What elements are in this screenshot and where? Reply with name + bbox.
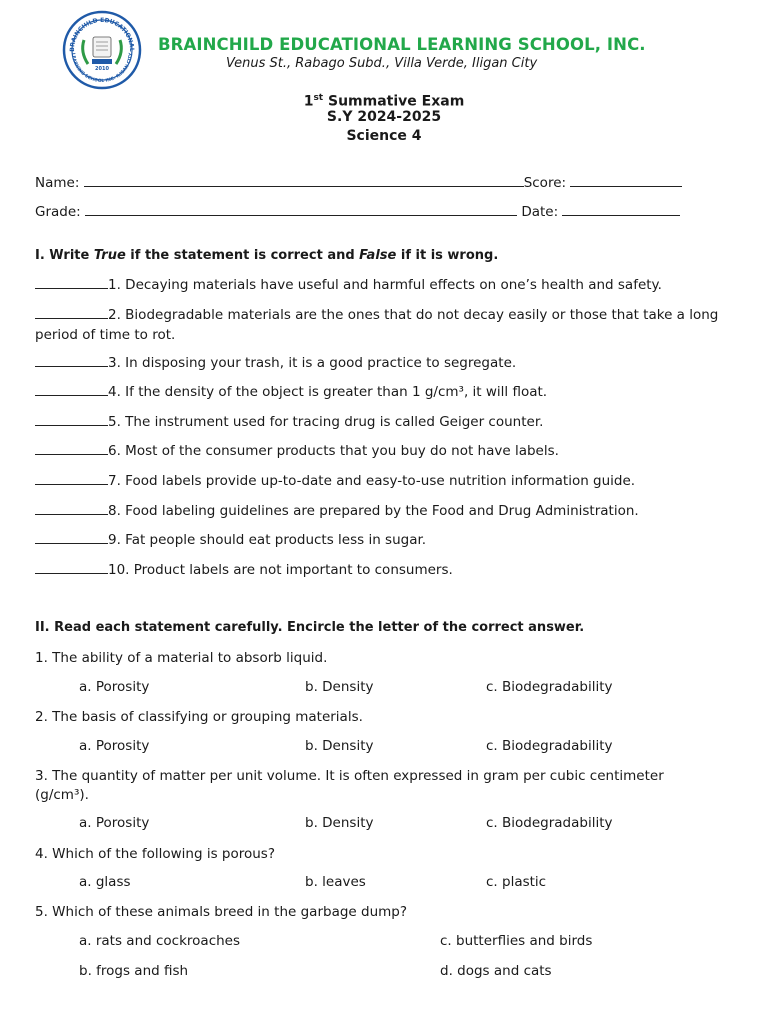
svg-text:LEARNING SCHOOL INC. ILIGAN CI: LEARNING SCHOOL INC. ILIGAN CITY xyxy=(69,52,135,85)
section1-title-middle: if the statement is correct and xyxy=(125,248,360,263)
choice-option[interactable]: a. rats and cockroaches xyxy=(79,933,241,949)
section1-title-true: True xyxy=(93,248,126,263)
mc-question: 5. Which of these animals breed in the garbage dump? xyxy=(35,904,408,920)
tf-statement: 4. If the density of the object is greater than 1 g/cm³, it will float. xyxy=(108,384,548,400)
tf-item xyxy=(35,561,740,581)
section1-title-prefix: I. Write xyxy=(35,248,94,263)
section1-title-false: False xyxy=(359,248,397,263)
score-label: Score: xyxy=(523,175,567,191)
choice-option[interactable]: b. Density xyxy=(305,679,374,695)
svg-text:2010: 2010 xyxy=(95,66,109,72)
choice-option[interactable]: c. plastic xyxy=(486,874,547,890)
school-year: S.Y 2024-2025 xyxy=(326,109,442,125)
date-label: Date: xyxy=(521,204,559,220)
grade-label: Grade: xyxy=(35,204,81,220)
name-label: Name: xyxy=(35,175,80,191)
score-field[interactable] xyxy=(570,173,682,187)
answer-blank[interactable] xyxy=(35,354,108,367)
choice-option[interactable]: a. Porosity xyxy=(79,738,150,754)
tf-statement: 5. The instrument used for tracing drug is called Geiger counter. xyxy=(108,414,544,430)
answer-blank[interactable] xyxy=(35,531,108,544)
choice-option[interactable]: c. Biodegradability xyxy=(486,679,613,695)
section1-title-suffix: if it is wrong. xyxy=(396,248,499,263)
answer-blank[interactable] xyxy=(35,561,108,574)
choice-option[interactable]: c. Biodegradability xyxy=(486,815,613,831)
name-score-line xyxy=(35,173,682,191)
grade-field[interactable] xyxy=(85,202,517,216)
tf-item xyxy=(35,413,740,433)
section1-title xyxy=(35,248,498,263)
choice-option[interactable]: b. Density xyxy=(305,738,374,754)
choice-option[interactable]: b. frogs and fish xyxy=(79,963,189,979)
answer-blank[interactable] xyxy=(35,306,108,319)
tf-item xyxy=(35,276,740,296)
grade-date-line xyxy=(35,202,680,220)
school-address: Venus St., Rabago Subd., Villa Verde, Iligan City xyxy=(226,56,538,71)
tf-item xyxy=(35,383,740,403)
tf-statement: 1. Decaying materials have useful and harmful effects on one’s health and safety. xyxy=(108,277,662,293)
choice-option[interactable]: a. glass xyxy=(79,874,131,890)
school-logo-seal xyxy=(62,10,142,90)
choice-option[interactable]: a. Porosity xyxy=(79,679,150,695)
tf-item xyxy=(35,354,740,374)
tf-item xyxy=(35,531,740,551)
date-field[interactable] xyxy=(562,202,680,216)
name-field[interactable] xyxy=(84,173,524,187)
tf-statement: 2. Biodegradable materials are the ones that do not decay easily or those that take a long period of time to rot. xyxy=(35,307,719,343)
answer-blank[interactable] xyxy=(35,276,108,289)
exam-title-text: Summative Exam xyxy=(323,93,465,110)
choice-option[interactable]: a. Porosity xyxy=(79,815,150,831)
svg-text:BRAINCHILD EDUCATIONAL: BRAINCHILD EDUCATIONAL xyxy=(68,16,136,52)
mc-question: 4. Which of the following is porous? xyxy=(35,846,276,862)
answer-blank[interactable] xyxy=(35,472,108,485)
answer-blank[interactable] xyxy=(35,413,108,426)
answer-blank[interactable] xyxy=(35,502,108,515)
mc-question: 3. The quantity of matter per unit volume. It is often expressed in gram per cubic centimeter (g/cm³). xyxy=(35,768,664,803)
mc-question: 1. The ability of a material to absorb liquid. xyxy=(35,650,328,666)
choice-option[interactable]: c. butterflies and birds xyxy=(440,933,593,949)
choice-option[interactable]: b. leaves xyxy=(305,874,366,890)
exam-number-suffix: st xyxy=(313,93,324,103)
choice-option[interactable]: d. dogs and cats xyxy=(440,963,552,979)
tf-statement: 6. Most of the consumer products that you buy do not have labels. xyxy=(108,443,559,459)
exam-number: 1 xyxy=(303,93,314,110)
tf-statement: 9. Fat people should eat products less in sugar. xyxy=(108,532,427,548)
school-name: BRAINCHILD EDUCATIONAL LEARNING SCHOOL, INC. xyxy=(158,35,646,54)
tf-statement: 10. Product labels are not important to consumers. xyxy=(108,562,453,578)
tf-item xyxy=(35,502,740,522)
mc-question: 2. The basis of classifying or grouping materials. xyxy=(35,709,363,725)
choice-option[interactable]: b. Density xyxy=(305,815,374,831)
tf-item xyxy=(35,306,740,345)
tf-item xyxy=(35,442,740,462)
tf-item xyxy=(35,472,740,492)
answer-blank[interactable] xyxy=(35,383,108,396)
choice-option[interactable]: c. Biodegradability xyxy=(486,738,613,754)
answer-blank[interactable] xyxy=(35,442,108,455)
tf-statement: 8. Food labeling guidelines are prepared by the Food and Drug Administration. xyxy=(108,503,639,519)
section2-title: II. Read each statement carefully. Encircle the letter of the correct answer. xyxy=(35,620,585,635)
tf-statement: 7. Food labels provide up-to-date and easy-to-use nutrition information guide. xyxy=(108,473,636,489)
tf-statement: 3. In disposing your trash, it is a good practice to segregate. xyxy=(108,355,517,371)
subject: Science 4 xyxy=(346,128,422,144)
